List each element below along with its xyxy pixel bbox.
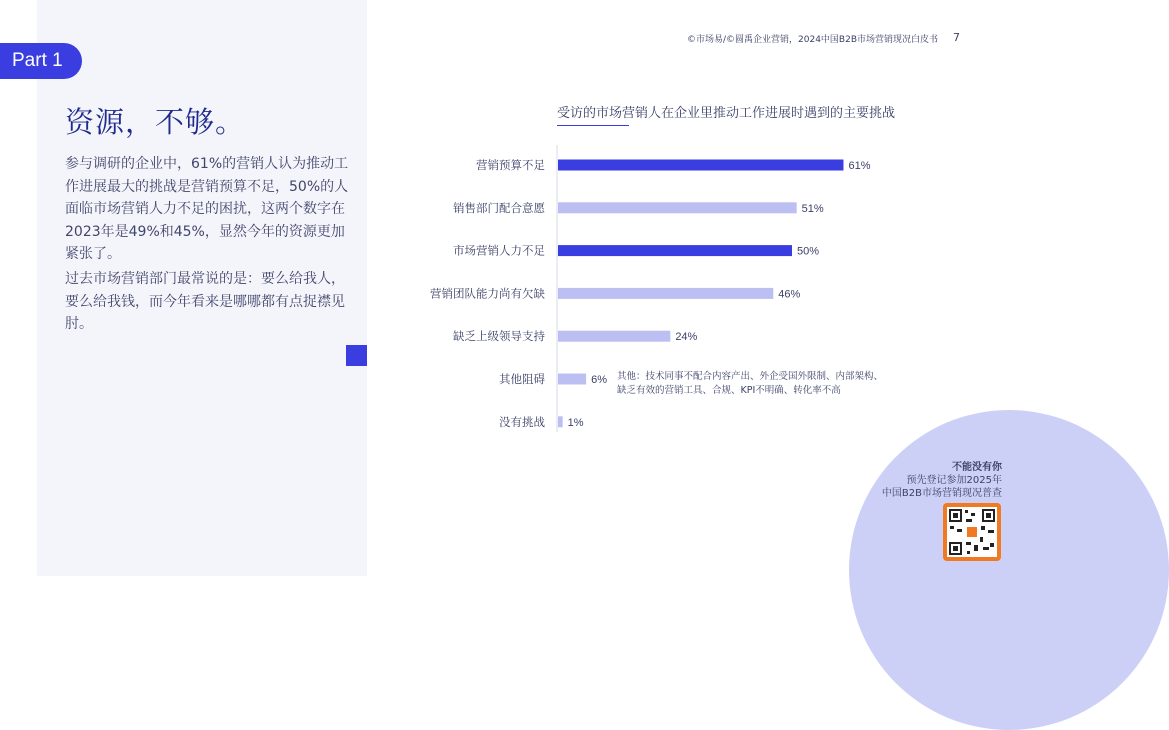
second-paragraph: 过去市场营销部门最常说的是：要么给我人，要么给我钱，而今年看来是哪哪都有点捉襟见肘。 (65, 271, 345, 332)
category-label: 市场营销人力不足 (453, 243, 545, 258)
value-label: 1% (567, 416, 584, 429)
value-label: 24% (675, 331, 698, 344)
part-badge: Part 1 (0, 43, 82, 79)
page-number: 7 (953, 31, 960, 44)
qr-code-pattern (947, 507, 997, 557)
qr-code[interactable] (943, 503, 1001, 561)
bar (558, 245, 792, 256)
bar (558, 202, 797, 213)
promo-line-2: 预先登记参加2025年 (906, 475, 1002, 486)
qr-code-graphic (947, 507, 997, 557)
chart-title-rule (557, 125, 629, 126)
value-label: 61% (848, 160, 871, 172)
decorative-circle (849, 410, 1169, 730)
category-label: 缺乏上级领导支持 (453, 329, 545, 344)
value-label: 50% (797, 245, 820, 258)
chart-title: 受访的市场营销人在企业里推动工作进展时遇到的主要挑战 (557, 106, 896, 121)
value-label: 6% (591, 374, 607, 386)
promo-line-3: 中国B2B市场营销现况普查 (881, 488, 1002, 499)
page-title: 资源，不够。 (65, 105, 246, 139)
other-note-line-1: 其他：技术同事不配合内容产出、外企受国外限制、内部架构、 (617, 371, 884, 382)
category-label: 销售部门配合意愿 (453, 200, 545, 215)
value-label: 51% (801, 202, 824, 215)
bar (558, 160, 843, 171)
intro-paragraph: 参与调研的企业中，61%的营销人认为推动工作进展最大的挑战是营销预算不足，50%的人面临市场营销人力不足的困扰，这两个数字在2023年是49%和45%，显然今年的资源更加紧张了。 (65, 156, 349, 262)
bar (558, 416, 563, 427)
header-note: ©市场易/©圆禹企业营销，2024中国B2B市场营销现况白皮书 (686, 35, 938, 45)
category-label: 营销预算不足 (476, 158, 545, 172)
category-label: 其他阻碍 (499, 372, 545, 386)
category-label: 没有挑战 (499, 414, 545, 429)
bar (558, 288, 773, 299)
other-note-line-2: 缺乏有效的营销工具、合规、KPI不明确、转化率不高 (617, 385, 841, 396)
bar (558, 331, 670, 342)
category-label: 营销团队能力尚有欠缺 (430, 286, 545, 301)
promo-headline: 不能没有你 (952, 462, 1002, 473)
accent-square (346, 345, 367, 366)
value-label: 46% (778, 288, 801, 301)
bar (558, 374, 586, 385)
